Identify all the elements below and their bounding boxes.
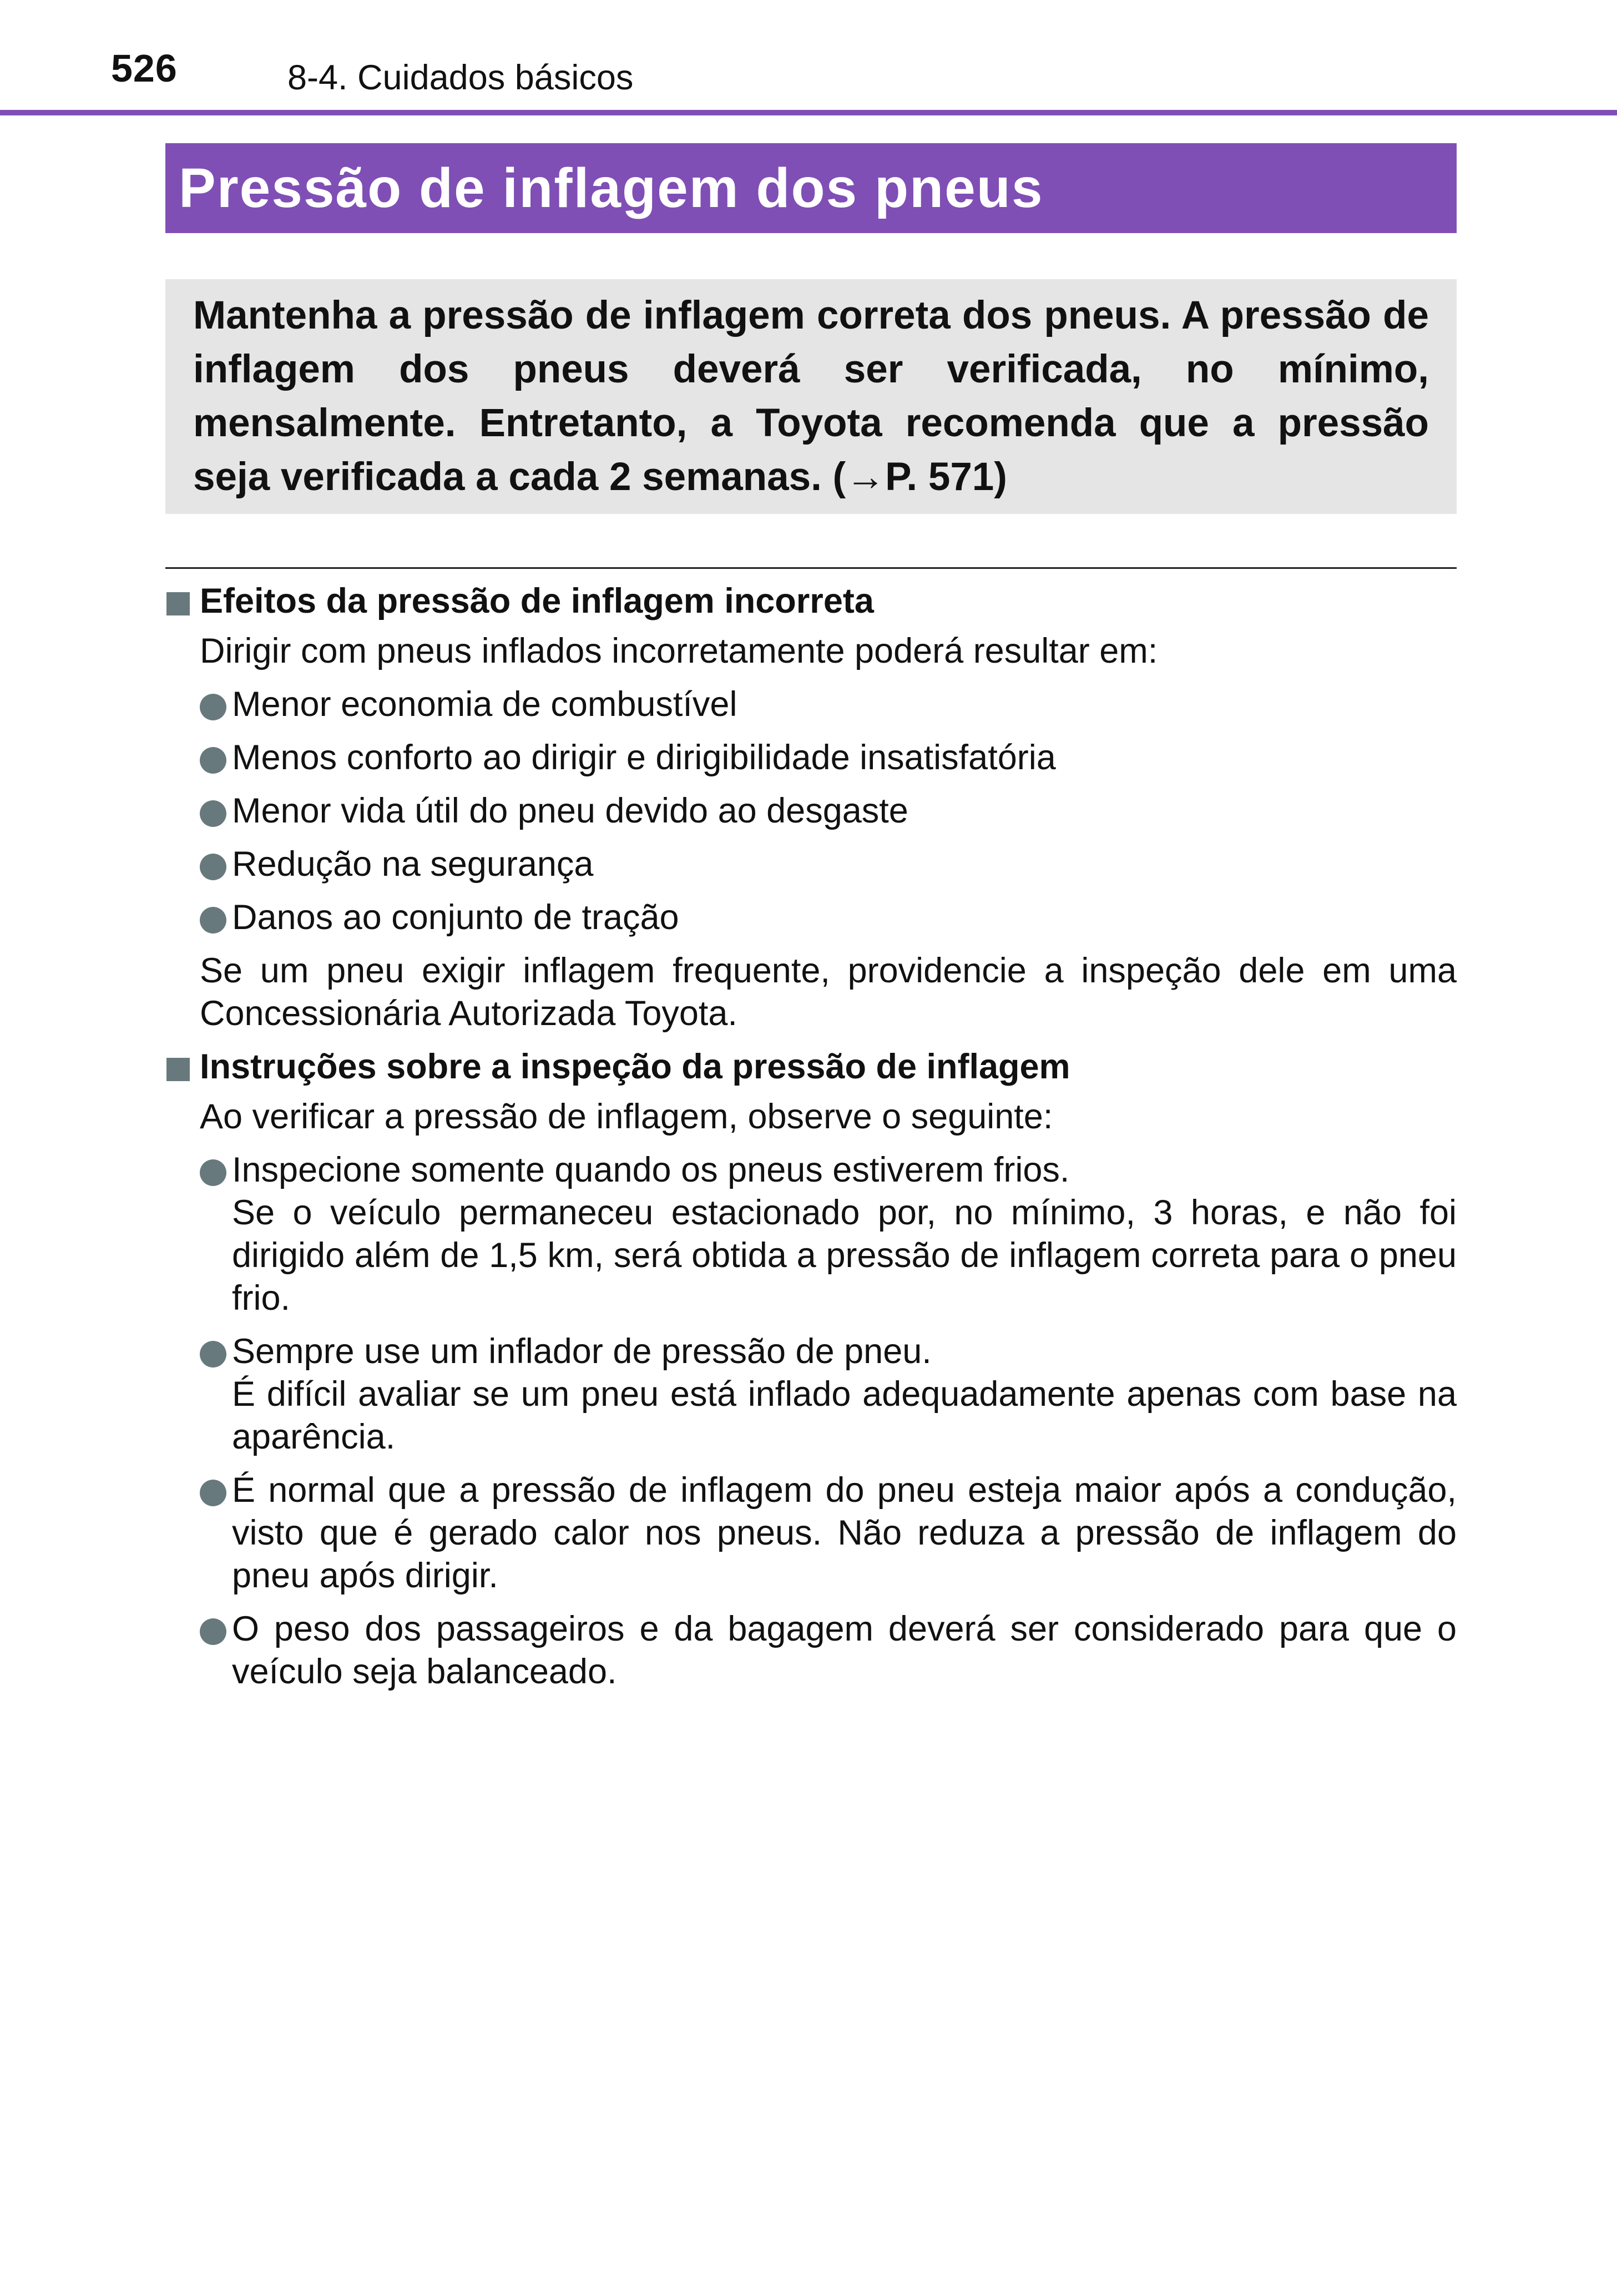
bullet-dot-icon [200, 854, 226, 880]
bullet-dot-icon [200, 1159, 226, 1186]
content-divider [165, 567, 1457, 569]
section-closing: Se um pneu exigir inflagem frequente, providencie a inspeção dele em uma Concessionária Autorizada Toyota. [200, 951, 1457, 1033]
list-item [200, 683, 1457, 726]
list-item-detail: É difícil avaliar se um pneu está inflado adequadamente apenas com base na aparência. [232, 1375, 1457, 1456]
list-item [200, 1330, 1457, 1459]
bullet-dot-icon [200, 907, 226, 933]
bullet-dot-icon [200, 1480, 226, 1506]
title-banner [165, 143, 1457, 233]
list-item-text: É normal que a pressão de inflagem do pneu esteja maior após a condução, visto que é gerado calor nos pneus. Não reduza a pressão de inflagem do pneu após dirigir. [232, 1471, 1457, 1595]
square-marker-icon [166, 592, 190, 615]
section-heading-text: Instruções sobre a inspeção da pressão de inflagem [200, 1047, 1070, 1086]
bullet-dot-icon [200, 1341, 226, 1367]
list-item-text: Menor economia de combustível [232, 685, 737, 724]
list-item [200, 1149, 1457, 1320]
page-title: Pressão de inflagem dos pneus [179, 157, 1044, 219]
bullet-dot-icon [200, 747, 226, 774]
section-heading-text: Efeitos da pressão de inflagem incorreta [200, 582, 874, 620]
section-lead: Dirigir com pneus inflados incorretamente poderá resultar em: [200, 632, 1158, 670]
bullet-dot-icon [200, 1618, 226, 1645]
list-item [200, 1608, 1457, 1693]
header-divider [0, 110, 1617, 115]
section-reference: 8-4. Cuidados básicos [287, 58, 634, 97]
square-marker-icon [166, 1058, 190, 1081]
intro-text: Mantenha a pressão de inflagem correta dos pneus. A pressão de inflagem dos pneus deverá ser verificada, no mínimo, mensalmente. Entretanto, a Toyota recomenda que a pressão seja verificada a cada 2 semanas. (→P. 571) [193, 294, 1429, 499]
list-item-text: Danos ao conjunto de tração [232, 898, 679, 937]
list-item [200, 1469, 1457, 1597]
page-number: 526 [111, 47, 178, 90]
list-item-text: Inspecione somente quando os pneus estiverem frios. [232, 1150, 1070, 1189]
list-item-text: Menor vida útil do pneu devido ao desgaste [232, 791, 908, 830]
list-item-text: Menos conforto ao dirigir e dirigibilidade insatisfatória [232, 738, 1056, 777]
bullet-dot-icon [200, 694, 226, 720]
section-lead: Ao verificar a pressão de inflagem, observe o seguinte: [200, 1097, 1053, 1136]
list-item [200, 790, 1457, 832]
section-heading [165, 580, 1457, 623]
list-item-detail: Se o veículo permaneceu estacionado por, no mínimo, 3 horas, e não foi dirigido além de 1,5 km, será obtida a pressão de inflagem correta para o pneu frio. [232, 1193, 1457, 1318]
list-item-text: Redução na segurança [232, 845, 594, 884]
section-heading [165, 1046, 1457, 1088]
list-item [200, 896, 1457, 939]
list-item-text: O peso dos passageiros e da bagagem deverá ser considerado para que o veículo seja balanceado. [232, 1609, 1457, 1691]
list-item [200, 843, 1457, 886]
list-item [200, 736, 1457, 779]
content-body [165, 580, 1457, 1704]
bullet-dot-icon [200, 800, 226, 827]
list-item-text: Sempre use um inflador de pressão de pneu. [232, 1332, 932, 1371]
intro-box [165, 279, 1457, 514]
